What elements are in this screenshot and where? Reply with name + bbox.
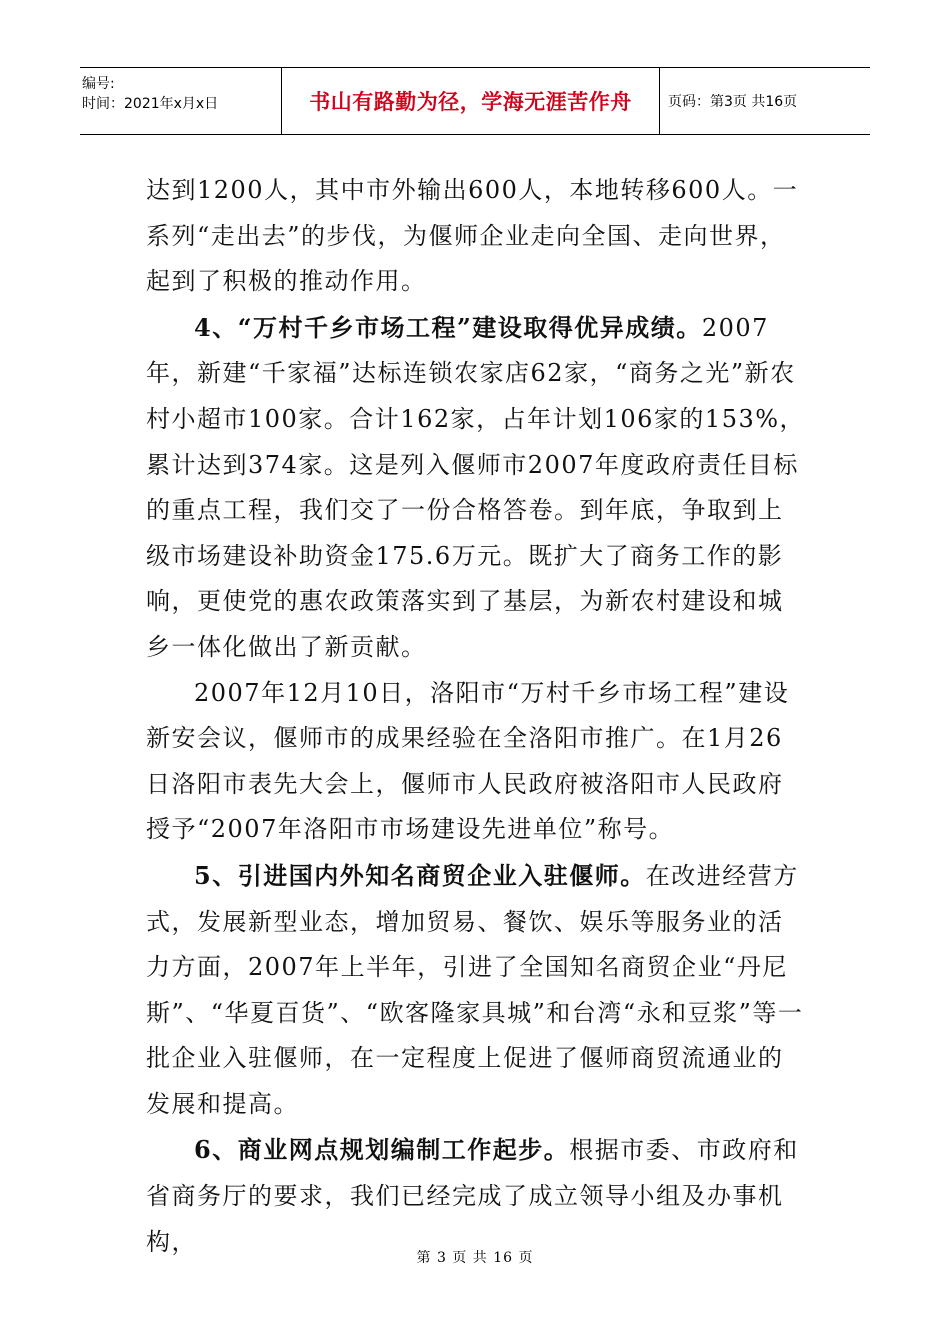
paragraph-3: 2007年12月10日，洛阳市“万村千乡市场工程”建设新安会议，偃师市的成果经验在全洛阳市推广。在1月26日洛阳市表先大会上，偃师市人民政府被洛阳市人民政府授予“2007年洛阳市市场建设先进单位”称号。 (146, 678, 790, 844)
document-body (146, 168, 806, 1265)
document-time-label: 时间：2021年x月x日 (82, 96, 219, 112)
header-meta (80, 68, 282, 134)
paragraph-4-text: 在改进经营方式，发展新型业态，增加贸易、餐饮、娱乐等服务业的活力方面，2007年上半年，引进了全国知名商贸企业“丹尼斯”、“华夏百货”、“欧客隆家具城”和台湾“永和豆浆”等一批企业入驻偃师，在一定程度上促进了偃师商贸流通业的发展和提高。 (146, 861, 804, 1118)
header-motto: 书山有路勤为径，学海无涯苦作舟 (282, 68, 660, 134)
paragraph-2-heading: 4、“万村千乡市场工程”建设取得优异成绩。 (194, 312, 702, 342)
page-footer: 第 3 页 共 16 页 (416, 1250, 534, 1266)
paragraph-5 (146, 1127, 806, 1265)
document-header (80, 67, 870, 135)
paragraph-1: 达到1200人，其中市外输出600人，本地转移600人。一系列“走出去”的步伐，为偃师企业走向全国、走向世界，起到了积极的推动作用。 (146, 176, 799, 296)
paragraph-4-heading: 5、引进国内外知名商贸企业入驻偃师。 (194, 860, 646, 890)
paragraph-4 (146, 853, 806, 1128)
paragraph-5-heading: 6、商业网点规划编制工作起步。 (194, 1135, 570, 1165)
paragraph-2-text: 2007年，新建“千家福”达标连锁农家店62家，“商务之光”新农村小超市100家。合计162家，占年计划106家的153%，累计达到374家。这是列入偃师市2007年度政府责任目标的重点工程，我们交了一份合格答卷。到年底，争取到上级市场建设补助资金175.6万元。既扩大了商务工作的影响，更使党的惠农政策落实到了基层，为新农村建设和城乡一体化做出了新贡献。 (146, 313, 806, 661)
paragraph-5-text: 根据市委、市政府和省商务厅的要求，我们已经完成了成立领导小组及办事机构， (146, 1136, 799, 1256)
paragraph-2 (146, 305, 806, 671)
header-page-info: 页码：第3页 共16页 (668, 94, 798, 110)
document-number-label: 编号: (82, 76, 115, 92)
